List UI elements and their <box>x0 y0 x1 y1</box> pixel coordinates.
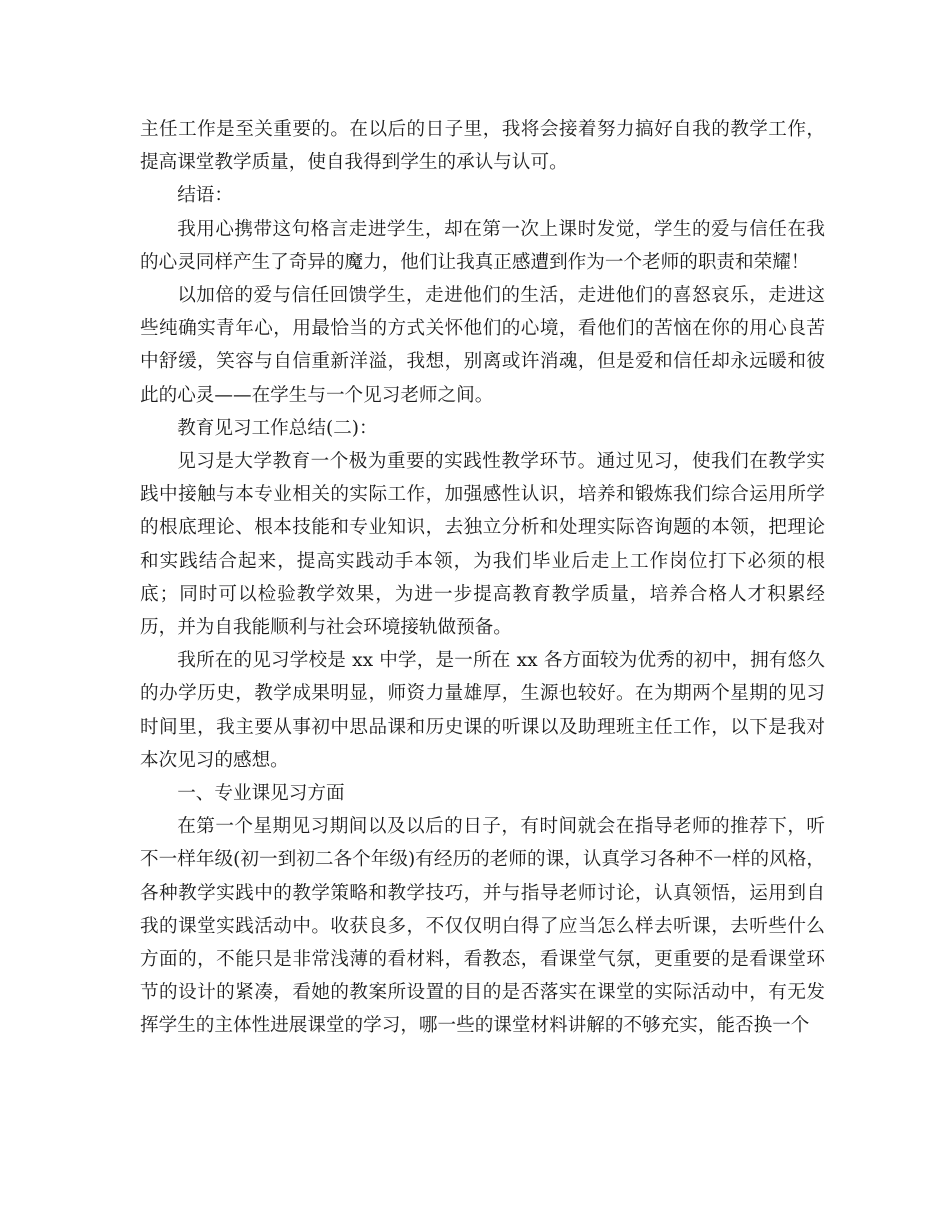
conclusion-heading: 结语： <box>177 185 233 207</box>
body-paragraph: 在第一个星期见习期间以及以后的日子，有时间就会在指导老师的推荐下，听不一样年级(初一到初二各个年级)有经历的老师的课，认真学习各种不一样的风格，各种教学实践中的教学策略和教学技巧，并与指导老师讨论，认真领悟，运用到自我的课堂实践活动中。收获良多，不仅仅明白得了应当怎么样去听课，去听些什么方面的，不能只是非常浅薄的看材料，看教态，看课堂气氛，更重要的是看课堂环节的设计的紧凑，看她的教案所设置的目的是否落实在课堂的实际活动中，有无发挥学生的主体性进展课堂的学习，哪一些的课堂材料讲解的不够充实，能否换一个 <box>140 816 825 1037</box>
body-paragraph: 我所在的见习学校是 xx 中学，是一所在 xx 各方面较为优秀的初中，拥有悠久的办学历史，教学成果明显，师资力量雄厚，生源也较好。在为期两个星期的见习时间里，我主要从事初中思品课和历史课的听课以及助理班主任工作，以下是我对本次见习的感想。 <box>140 650 825 771</box>
continuation-paragraph: 主任工作是至关重要的。在以后的日子里，我将会接着努力搞好自我的教学工作，提高课堂教学质量，使自我得到学生的承认与认可。 <box>140 119 825 174</box>
body-paragraph: 以加倍的爱与信任回馈学生，走进他们的生活，走进他们的喜怒哀乐，走进这些纯确实青年心，用最恰当的方式关怀他们的心境，看他们的苦恼在你的用心良苦中舒缓，笑容与自信重新洋溢，我想，别离或许消魂，但是爱和信任却永远暖和彼此的心灵——在学生与一个见习老师之间。 <box>140 285 825 406</box>
body-paragraph: 见习是大学教育一个极为重要的实践性教学环节。通过见习，使我们在教学实践中接触与本专业相关的实际工作，加强感性认识，培养和锻炼我们综合运用所学的根底理论、根本技能和专业知识，去独立分析和处理实际咨询题的本领，把理论和实践结合起来，提高实践动手本领，为我们毕业后走上工作岗位打下必须的根底；同时可以检验教学效果，为进一步提高教育教学质量，培养合格人才积累经历，并为自我能顺利与社会环境接轨做预备。 <box>140 451 825 639</box>
document-body <box>140 113 825 1043</box>
section-heading: 教育见习工作总结(二)： <box>177 417 378 439</box>
body-paragraph: 我用心携带这句格言走进学生，却在第一次上课时发觉，学生的爱与信任在我的心灵同样产生了奇异的魔力，他们让我真正感遭到作为一个老师的职责和荣耀！ <box>140 218 825 273</box>
subsection-heading: 一、专业课见习方面 <box>177 783 345 805</box>
